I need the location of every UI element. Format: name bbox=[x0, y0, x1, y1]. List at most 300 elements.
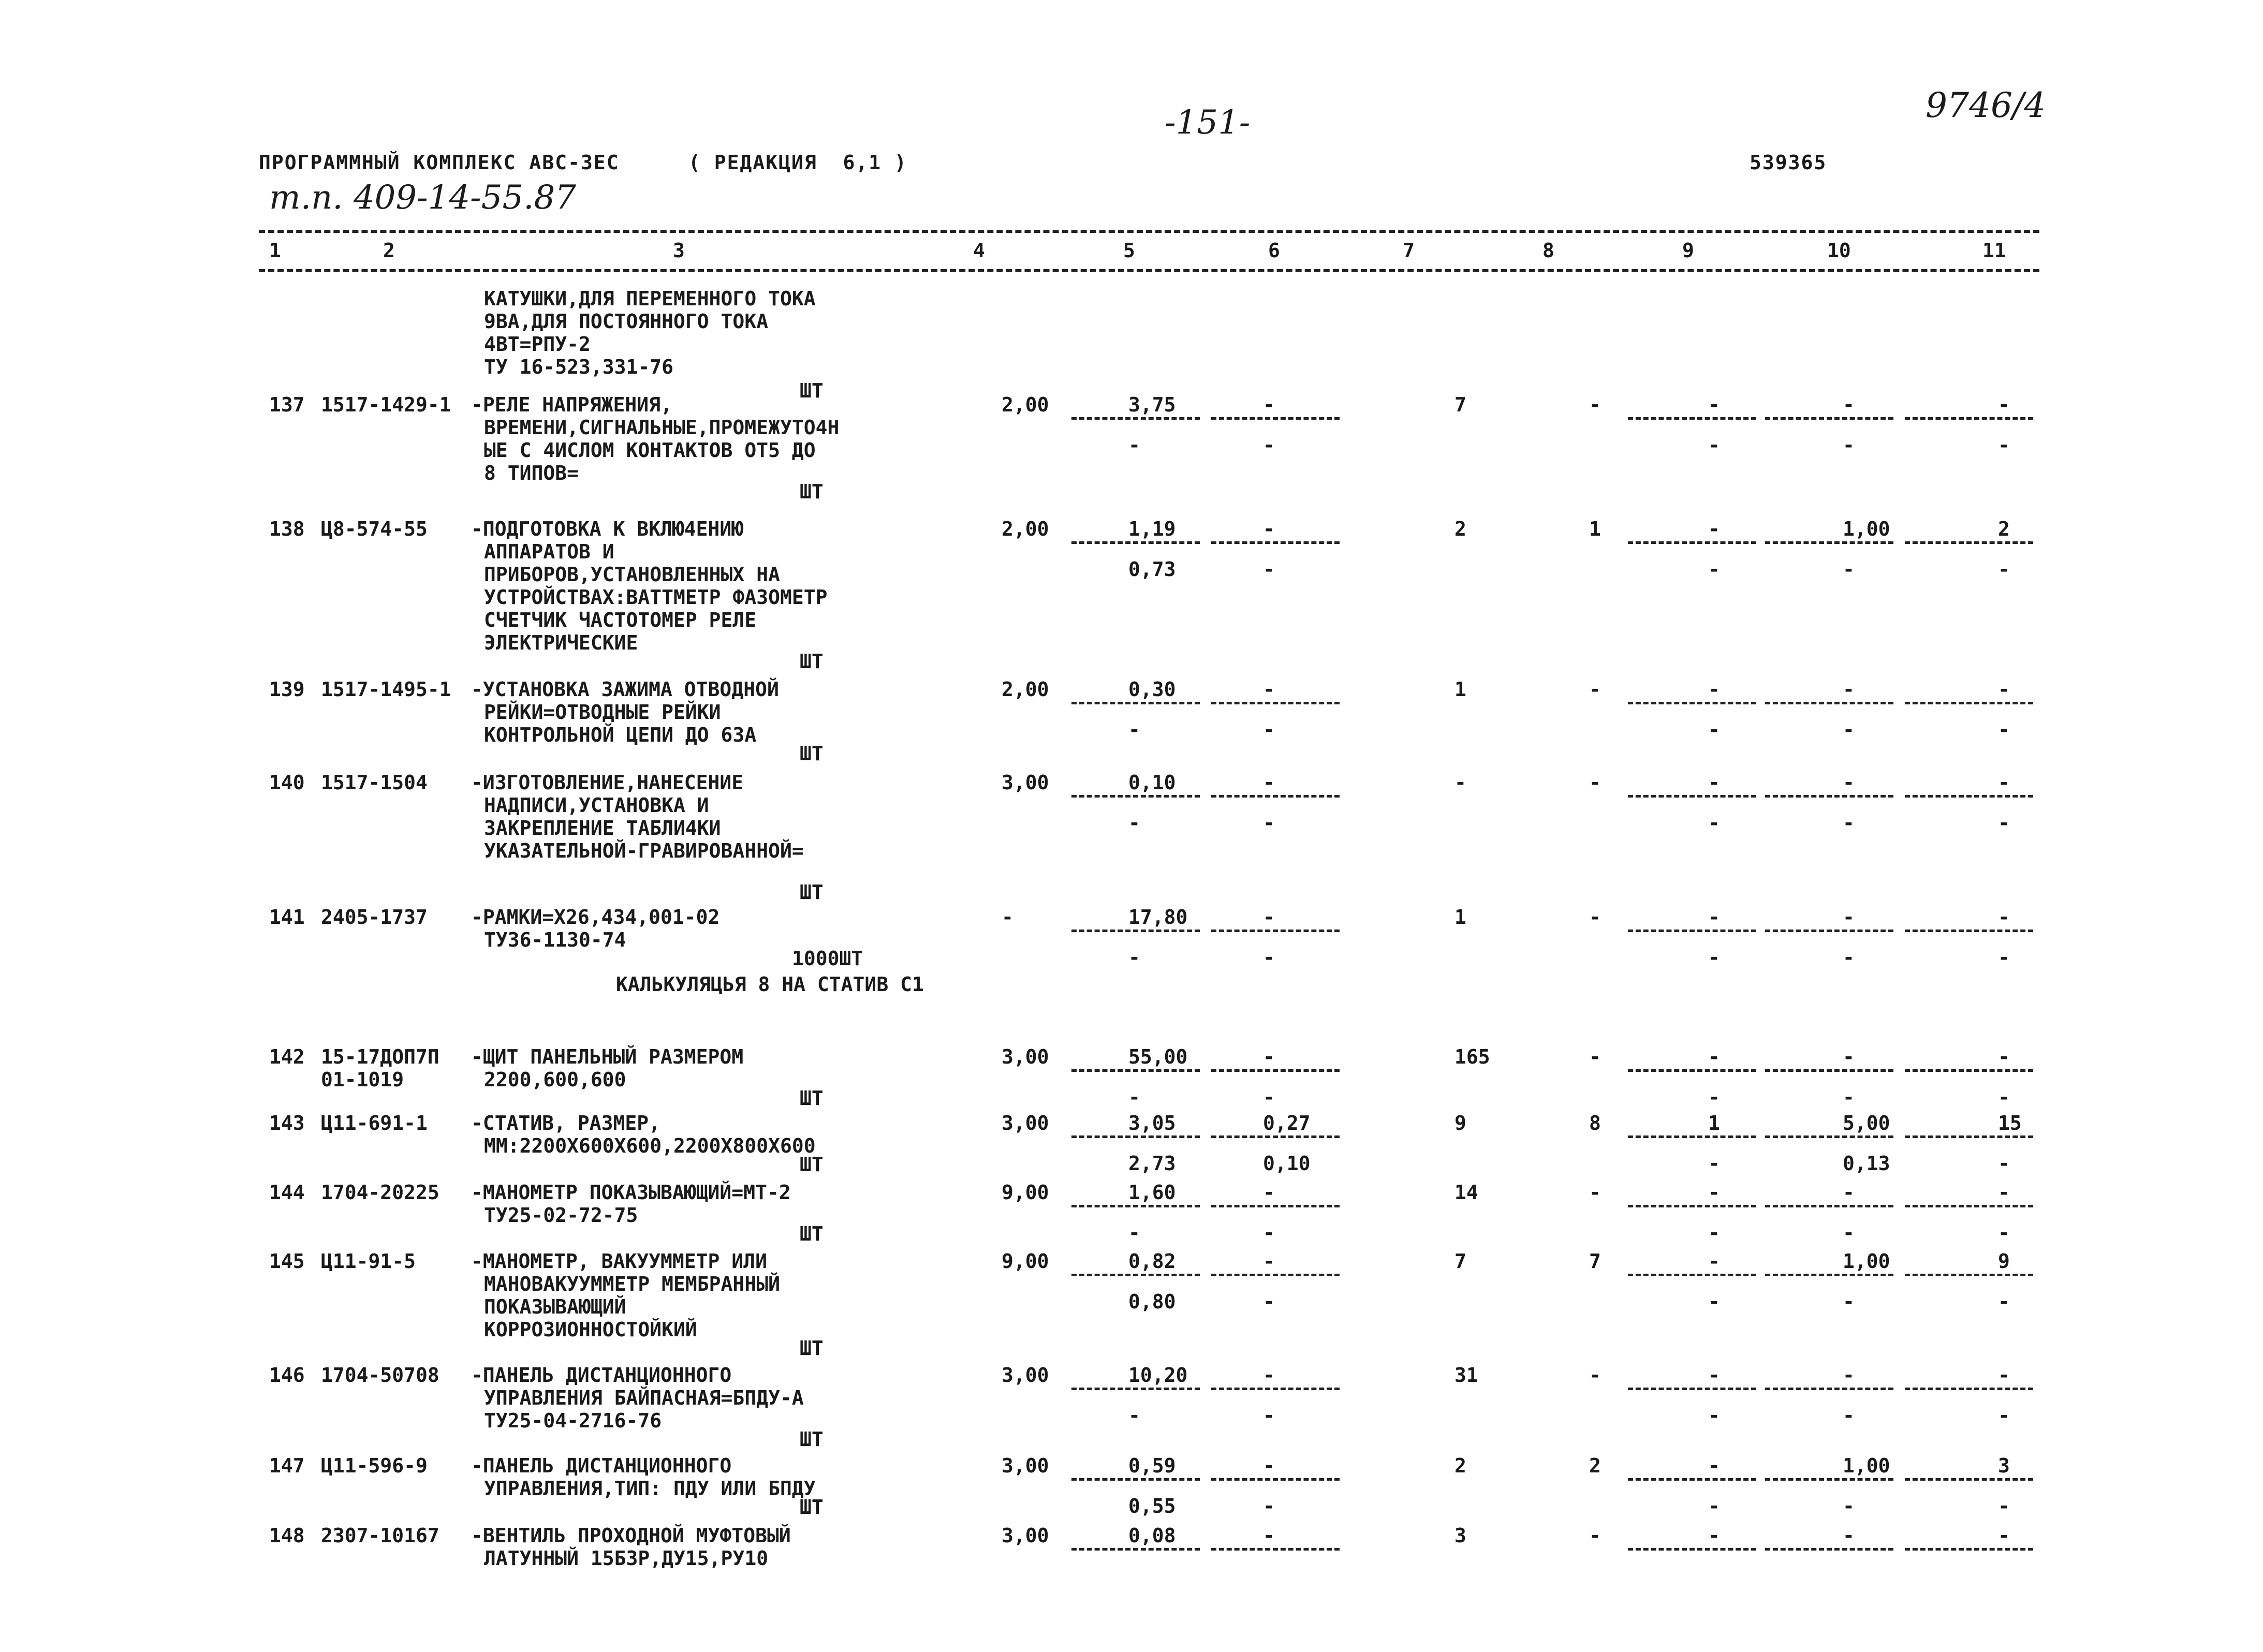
value-c6: - bbox=[1263, 1045, 1275, 1068]
value-c4: 2,00 bbox=[1002, 678, 1049, 701]
row-description-line: -ПОДГОТОВКА К ВКЛЮ4ЕНИЮ bbox=[471, 518, 744, 540]
cell-divider bbox=[1628, 541, 1756, 544]
value-c6: - bbox=[1263, 1524, 1275, 1547]
value-c11b: - bbox=[1998, 1221, 2010, 1244]
row-unit: ШТ bbox=[800, 1337, 824, 1360]
value-c5b: - bbox=[1128, 434, 1140, 456]
value-c10: - bbox=[1843, 393, 1855, 416]
value-c8: - bbox=[1589, 771, 1601, 794]
cell-divider bbox=[1628, 1548, 1756, 1551]
cell-divider bbox=[1211, 1069, 1340, 1072]
value-c10: 1,00 bbox=[1843, 518, 1890, 540]
cell-divider bbox=[1905, 1274, 2033, 1276]
row-description-line: -СТАТИВ, РАЗМЕР, bbox=[471, 1112, 661, 1134]
value-c8: 1 bbox=[1589, 518, 1601, 540]
value-c9b: - bbox=[1708, 1221, 1720, 1244]
value-c10b: - bbox=[1843, 1290, 1855, 1313]
row-description-line: 8 ТИПОВ= bbox=[484, 462, 579, 484]
column-header-7: 7 bbox=[1403, 239, 1415, 262]
cell-divider bbox=[1211, 702, 1340, 704]
value-c9b: - bbox=[1708, 946, 1720, 969]
value-c5: 1,19 bbox=[1128, 518, 1176, 540]
value-c10: 1,00 bbox=[1843, 1250, 1890, 1273]
row-description-line: -РАМКИ=Х26,434,001-02 bbox=[471, 906, 720, 928]
cell-divider bbox=[1765, 930, 1893, 932]
row-description-line: ММ:2200Х600Х600,2200Х800Х600 bbox=[484, 1134, 816, 1157]
row-description-line: СЧЕТЧИК ЧАСТОТОМЕР РЕЛЕ bbox=[484, 609, 757, 631]
row-description-line: ЗАКРЕПЛЕНИЕ ТАБЛИ4КИ bbox=[484, 817, 721, 839]
row-description-line: ТУ36-1130-74 bbox=[484, 928, 626, 951]
value-c6: - bbox=[1263, 771, 1275, 794]
row-description-line: УПРАВЛЕНИЯ,ТИП: ПДУ ИЛИ БПДУ bbox=[484, 1477, 816, 1500]
row-number: 141 bbox=[269, 906, 305, 928]
row-number: 143 bbox=[269, 1112, 305, 1134]
value-c9: - bbox=[1708, 906, 1720, 928]
value-c5b: - bbox=[1128, 946, 1140, 969]
value-c6: - bbox=[1263, 906, 1275, 928]
cell-divider bbox=[1628, 1274, 1756, 1276]
value-c9b: - bbox=[1708, 1086, 1720, 1109]
value-c10b: - bbox=[1843, 1404, 1855, 1427]
cell-divider bbox=[1905, 1069, 2033, 1072]
cell-divider bbox=[1905, 930, 2033, 932]
value-c9: - bbox=[1708, 1181, 1720, 1204]
row-code: Ц11-596-9 bbox=[321, 1454, 428, 1477]
value-c6: - bbox=[1263, 393, 1275, 416]
cell-divider bbox=[1071, 1135, 1200, 1138]
value-c6: - bbox=[1263, 1250, 1275, 1273]
value-c10b: 0,13 bbox=[1843, 1152, 1890, 1175]
value-c11b: - bbox=[1998, 1495, 2010, 1517]
row-description-line: УПРАВЛЕНИЯ БАЙПАСНАЯ=БПДУ-А bbox=[484, 1387, 804, 1409]
column-header-5: 5 bbox=[1123, 239, 1135, 262]
value-c4: 2,00 bbox=[1002, 393, 1049, 416]
row-number: 147 bbox=[269, 1454, 305, 1477]
cell-divider bbox=[1765, 1069, 1893, 1072]
value-c8: - bbox=[1589, 1364, 1601, 1387]
cell-divider bbox=[1071, 1205, 1200, 1207]
row-number: 145 bbox=[269, 1250, 305, 1273]
value-c5b: 0,73 bbox=[1128, 558, 1176, 581]
value-c5b: - bbox=[1128, 812, 1140, 834]
cell-divider bbox=[1071, 702, 1200, 704]
row-description-line: ЫЕ С 4ИСЛОМ КОНТАКТОВ ОТ5 ДО bbox=[484, 439, 816, 462]
value-c10: - bbox=[1843, 771, 1855, 794]
value-c9: - bbox=[1708, 1045, 1720, 1068]
value-c4: 2,00 bbox=[1002, 518, 1049, 540]
value-c7: - bbox=[1454, 771, 1466, 794]
row-number: 140 bbox=[269, 771, 305, 794]
row-number: 142 bbox=[269, 1045, 305, 1068]
row-description-line: -УСТАНОВКА ЗАЖИМА ОТВОДНОЙ bbox=[471, 678, 779, 701]
value-c6b: - bbox=[1263, 1404, 1275, 1427]
value-c8: 2 bbox=[1589, 1454, 1601, 1477]
intro-line: ТУ 16-523,331-76 bbox=[484, 356, 674, 378]
cell-divider bbox=[1628, 1388, 1756, 1390]
value-c10b: - bbox=[1843, 434, 1855, 456]
row-description-line: 2200,600,600 bbox=[484, 1068, 626, 1091]
row-number: 137 bbox=[269, 393, 305, 416]
program-title: ПРОГРАММНЫЙ КОМПЛЕКС АВС-ЗЕС bbox=[259, 151, 620, 174]
intro-line: КАТУШКИ,ДЛЯ ПЕРЕМЕННОГО ТОКА bbox=[484, 287, 816, 310]
value-c10: 5,00 bbox=[1843, 1112, 1890, 1134]
cell-divider bbox=[1628, 702, 1756, 704]
row-unit: ШТ bbox=[800, 1222, 824, 1245]
value-c9: - bbox=[1708, 1524, 1720, 1547]
value-c9b: - bbox=[1708, 1290, 1720, 1313]
row-unit: ШТ bbox=[800, 1428, 824, 1451]
column-header-9: 9 bbox=[1682, 239, 1694, 262]
value-c8: - bbox=[1589, 678, 1601, 701]
page-number: -151- bbox=[1165, 104, 1251, 142]
cell-divider bbox=[1765, 417, 1893, 420]
cell-divider bbox=[1211, 1274, 1340, 1276]
value-c10: - bbox=[1843, 1045, 1855, 1068]
cell-divider bbox=[1628, 930, 1756, 932]
value-c6: - bbox=[1263, 678, 1275, 701]
value-c6b: - bbox=[1263, 1221, 1275, 1244]
value-c10b: - bbox=[1843, 1086, 1855, 1109]
value-c7: 1 bbox=[1454, 906, 1466, 928]
value-c11: - bbox=[1998, 1045, 2010, 1068]
cell-divider bbox=[1211, 541, 1340, 544]
row-description-line: -ПАНЕЛЬ ДИСТАНЦИОННОГО bbox=[471, 1454, 732, 1477]
value-c4: 9,00 bbox=[1002, 1181, 1049, 1204]
row-description-line: АППАРАТОВ И bbox=[484, 540, 614, 563]
value-c5b: 0,80 bbox=[1128, 1290, 1176, 1313]
intro-unit: ШТ bbox=[800, 379, 824, 402]
edition: ( РЕДАКЦИЯ 6,1 ) bbox=[688, 151, 907, 174]
row-code: 1704-20225 bbox=[321, 1181, 439, 1204]
value-c6: - bbox=[1263, 1454, 1275, 1477]
cell-divider bbox=[1071, 930, 1200, 932]
intro-line: 4ВТ=РПУ-2 bbox=[484, 333, 591, 356]
cell-divider bbox=[1628, 795, 1756, 798]
value-c7: 2 bbox=[1454, 1454, 1466, 1477]
value-c5b: 0,55 bbox=[1128, 1495, 1176, 1517]
row-code: Ц11-691-1 bbox=[321, 1112, 428, 1134]
cell-divider bbox=[1905, 702, 2033, 704]
row-unit: 1000ШТ bbox=[792, 947, 863, 970]
value-c10b: - bbox=[1843, 1221, 1855, 1244]
value-c9b: - bbox=[1708, 558, 1720, 581]
column-header-6: 6 bbox=[1268, 239, 1280, 262]
row-code: 2307-10167 bbox=[321, 1524, 439, 1547]
cell-divider bbox=[1765, 702, 1893, 704]
cell-divider bbox=[1071, 1478, 1200, 1481]
cell-divider bbox=[1765, 1548, 1893, 1551]
value-c11: - bbox=[1998, 1364, 2010, 1387]
value-c4: - bbox=[1002, 906, 1013, 928]
value-c11b: - bbox=[1998, 1152, 2010, 1175]
row-description-line: -ВЕНТИЛЬ ПРОХОДНОЙ МУФТОВЫЙ bbox=[471, 1524, 791, 1547]
value-c6: - bbox=[1263, 518, 1275, 540]
value-c11: - bbox=[1998, 1181, 2010, 1204]
value-c11: - bbox=[1998, 1524, 2010, 1547]
value-c8: - bbox=[1589, 393, 1601, 416]
value-c9b: - bbox=[1708, 718, 1720, 741]
cell-divider bbox=[1071, 1274, 1200, 1276]
corner-code: 9746/4 bbox=[1926, 85, 2046, 125]
cell-divider bbox=[1211, 1135, 1340, 1138]
calculation-note: КАЛЬКУЛЯЦЬЯ 8 НА СТАТИВ С1 bbox=[616, 973, 924, 996]
value-c11b: - bbox=[1998, 1290, 2010, 1313]
value-c9: 1 bbox=[1708, 1112, 1720, 1134]
value-c6b: 0,10 bbox=[1263, 1152, 1311, 1175]
value-c7: 165 bbox=[1454, 1045, 1490, 1068]
value-c4: 3,00 bbox=[1002, 1045, 1049, 1068]
row-number: 148 bbox=[269, 1524, 305, 1547]
value-c8: 7 bbox=[1589, 1250, 1601, 1273]
value-c5: 3,75 bbox=[1128, 393, 1176, 416]
value-c10b: - bbox=[1843, 718, 1855, 741]
value-c9: - bbox=[1708, 1250, 1720, 1273]
value-c8: - bbox=[1589, 1045, 1601, 1068]
value-c11: - bbox=[1998, 906, 2010, 928]
value-c11: 2 bbox=[1998, 518, 2010, 540]
cell-divider bbox=[1905, 1548, 2033, 1551]
project-ref: т.п. 409-14-55.87 bbox=[269, 179, 576, 217]
value-c7: 9 bbox=[1454, 1112, 1466, 1134]
header-rule-top bbox=[259, 230, 2039, 233]
value-c11b: - bbox=[1998, 1086, 2010, 1109]
column-header-2: 2 bbox=[383, 239, 395, 262]
value-c11b: - bbox=[1998, 946, 2010, 969]
row-code-2: 01-1019 bbox=[321, 1068, 404, 1091]
cell-divider bbox=[1211, 795, 1340, 798]
value-c4: 3,00 bbox=[1002, 771, 1049, 794]
value-c11: - bbox=[1998, 678, 2010, 701]
value-c5: 0,59 bbox=[1128, 1454, 1176, 1477]
value-c9: - bbox=[1708, 771, 1720, 794]
value-c11b: - bbox=[1998, 718, 2010, 741]
row-number: 139 bbox=[269, 678, 305, 701]
value-c11: 3 bbox=[1998, 1454, 2010, 1477]
value-c6b: - bbox=[1263, 812, 1275, 834]
row-number: 144 bbox=[269, 1181, 305, 1204]
cell-divider bbox=[1905, 417, 2033, 420]
cell-divider bbox=[1765, 1135, 1893, 1138]
cell-divider bbox=[1071, 1069, 1200, 1072]
cell-divider bbox=[1211, 1205, 1340, 1207]
row-description-line: ЭЛЕКТРИЧЕСКИЕ bbox=[484, 631, 638, 654]
value-c6b: - bbox=[1263, 434, 1275, 456]
cell-divider bbox=[1765, 1205, 1893, 1207]
value-c6b: - bbox=[1263, 946, 1275, 969]
value-c8: - bbox=[1589, 1181, 1601, 1204]
row-description-line: -ПАНЕЛЬ ДИСТАНЦИОННОГО bbox=[471, 1364, 732, 1387]
value-c5b: - bbox=[1128, 1086, 1140, 1109]
doc-code: 539365 bbox=[1750, 151, 1827, 174]
cell-divider bbox=[1765, 541, 1893, 544]
value-c9b: - bbox=[1708, 812, 1720, 834]
row-code: 15-17ДОП7П bbox=[321, 1045, 439, 1068]
row-code: Ц8-574-55 bbox=[321, 518, 428, 540]
cell-divider bbox=[1628, 1478, 1756, 1481]
value-c10: - bbox=[1843, 1181, 1855, 1204]
intro-line: 9ВА,ДЛЯ ПОСТОЯННОГО ТОКА bbox=[484, 310, 769, 333]
row-description-line: УКАЗАТЕЛЬНОЙ-ГРАВИРОВАННОЙ= bbox=[484, 839, 804, 862]
cell-divider bbox=[1765, 795, 1893, 798]
value-c9: - bbox=[1708, 393, 1720, 416]
value-c4: 9,00 bbox=[1002, 1250, 1049, 1273]
value-c10b: - bbox=[1843, 812, 1855, 834]
cell-divider bbox=[1211, 417, 1340, 420]
value-c9: - bbox=[1708, 518, 1720, 540]
value-c6: - bbox=[1263, 1181, 1275, 1204]
value-c11: - bbox=[1998, 771, 2010, 794]
value-c6: 0,27 bbox=[1263, 1112, 1311, 1134]
header-rule-bottom bbox=[259, 269, 2039, 272]
value-c9: - bbox=[1708, 1454, 1720, 1477]
row-description-line: ТУ25-02-72-75 bbox=[484, 1204, 638, 1227]
value-c5: 55,00 bbox=[1128, 1045, 1188, 1068]
value-c6b: - bbox=[1263, 558, 1275, 581]
row-description-line: КОРРОЗИОННОСТОЙКИЙ bbox=[484, 1318, 697, 1341]
row-description-line: -МАНОМЕТР ПОКАЗЫВАЮЩИЙ=МТ-2 bbox=[471, 1181, 791, 1204]
row-code: Ц11-91-5 bbox=[321, 1250, 416, 1273]
value-c5b: - bbox=[1128, 718, 1140, 741]
cell-divider bbox=[1905, 541, 2033, 544]
cell-divider bbox=[1905, 1388, 2033, 1390]
row-code: 2405-1737 bbox=[321, 906, 428, 928]
cell-divider bbox=[1765, 1478, 1893, 1481]
value-c7: 2 bbox=[1454, 518, 1466, 540]
row-description-line: РЕЙКИ=ОТВОДНЫЕ РЕЙКИ bbox=[484, 701, 721, 724]
row-unit: ШТ bbox=[800, 1153, 824, 1176]
value-c5b: 2,73 bbox=[1128, 1152, 1176, 1175]
value-c10: - bbox=[1843, 1364, 1855, 1387]
value-c9b: - bbox=[1708, 1152, 1720, 1175]
row-description-line: ЛАТУННЫЙ 15Б3Р,ДУ15,РУ10 bbox=[484, 1547, 769, 1570]
value-c10b: - bbox=[1843, 946, 1855, 969]
cell-divider bbox=[1211, 1548, 1340, 1551]
value-c6: - bbox=[1263, 1364, 1275, 1387]
column-header-1: 1 bbox=[269, 239, 281, 262]
cell-divider bbox=[1071, 541, 1200, 544]
value-c5b: - bbox=[1128, 1404, 1140, 1427]
value-c8: 8 bbox=[1589, 1112, 1601, 1134]
value-c11b: - bbox=[1998, 434, 2010, 456]
cell-divider bbox=[1211, 1388, 1340, 1390]
cell-divider bbox=[1905, 1135, 2033, 1138]
row-description-line: -ИЗГОТОВЛЕНИЕ,НАНЕСЕНИЕ bbox=[471, 771, 744, 794]
row-code: 1517-1495-1 bbox=[321, 678, 451, 701]
row-number: 138 bbox=[269, 518, 305, 540]
cell-divider bbox=[1628, 417, 1756, 420]
value-c7: 31 bbox=[1454, 1364, 1478, 1387]
row-code: 1704-50708 bbox=[321, 1364, 439, 1387]
row-unit: ШТ bbox=[800, 881, 824, 904]
value-c7: 7 bbox=[1454, 393, 1466, 416]
value-c10: 1,00 bbox=[1843, 1454, 1890, 1477]
value-c10: - bbox=[1843, 678, 1855, 701]
value-c10b: - bbox=[1843, 1495, 1855, 1517]
column-header-4: 4 bbox=[973, 239, 985, 262]
value-c4: 3,00 bbox=[1002, 1364, 1049, 1387]
value-c5: 0,30 bbox=[1128, 678, 1176, 701]
value-c4: 3,00 bbox=[1002, 1524, 1049, 1547]
value-c6b: - bbox=[1263, 1495, 1275, 1517]
value-c5: 0,82 bbox=[1128, 1250, 1176, 1273]
column-header-8: 8 bbox=[1542, 239, 1554, 262]
value-c9: - bbox=[1708, 678, 1720, 701]
row-description-line: -РЕЛЕ НАПРЯЖЕНИЯ, bbox=[471, 393, 672, 416]
value-c11: 15 bbox=[1998, 1112, 2022, 1134]
value-c9b: - bbox=[1708, 434, 1720, 456]
row-unit: ШТ bbox=[800, 742, 824, 765]
value-c11: - bbox=[1998, 393, 2010, 416]
cell-divider bbox=[1905, 1478, 2033, 1481]
row-unit: ШТ bbox=[800, 1087, 824, 1110]
column-header-3: 3 bbox=[673, 239, 685, 262]
value-c7: 14 bbox=[1454, 1181, 1478, 1204]
row-description-line: НАДПИСИ,УСТАНОВКА И bbox=[484, 794, 709, 817]
column-header-10: 10 bbox=[1827, 239, 1851, 262]
row-unit: ШТ bbox=[800, 480, 824, 503]
value-c11b: - bbox=[1998, 558, 2010, 581]
value-c11b: - bbox=[1998, 812, 2010, 834]
value-c11b: - bbox=[1998, 1404, 2010, 1427]
cell-divider bbox=[1905, 795, 2033, 798]
cell-divider bbox=[1071, 1548, 1200, 1551]
value-c9: - bbox=[1708, 1364, 1720, 1387]
value-c6b: - bbox=[1263, 1290, 1275, 1313]
value-c7: 1 bbox=[1454, 678, 1466, 701]
column-header-11: 11 bbox=[1982, 239, 2006, 262]
row-number: 146 bbox=[269, 1364, 305, 1387]
value-c9b: - bbox=[1708, 1404, 1720, 1427]
row-unit: ШТ bbox=[800, 650, 824, 673]
cell-divider bbox=[1765, 1274, 1893, 1276]
cell-divider bbox=[1765, 1388, 1893, 1390]
cell-divider bbox=[1628, 1135, 1756, 1138]
row-code: 1517-1429-1 bbox=[321, 393, 451, 416]
row-description-line: ВРЕМЕНИ,СИГНАЛЬНЫЕ,ПРОМЕЖУТО4Н bbox=[484, 416, 840, 439]
value-c6b: - bbox=[1263, 1086, 1275, 1109]
row-description-line: ПРИБОРОВ,УСТАНОВЛЕННЫХ НА bbox=[484, 563, 780, 586]
row-code: 1517-1504 bbox=[321, 771, 428, 794]
cell-divider bbox=[1628, 1205, 1756, 1207]
value-c5: 3,05 bbox=[1128, 1112, 1176, 1134]
value-c5: 1,60 bbox=[1128, 1181, 1176, 1204]
cell-divider bbox=[1628, 1069, 1756, 1072]
cell-divider bbox=[1211, 930, 1340, 932]
value-c7: 3 bbox=[1454, 1524, 1466, 1547]
row-description-line: УСТРОЙСТВАХ:ВАТТМЕТР ФАЗОМЕТР bbox=[484, 586, 828, 609]
cell-divider bbox=[1071, 1388, 1200, 1390]
value-c4: 3,00 bbox=[1002, 1454, 1049, 1477]
row-description-line: -ЩИТ ПАНЕЛЬНЫЙ РАЗМЕРОМ bbox=[471, 1045, 744, 1068]
row-description-line: -МАНОМЕТР, ВАКУУММЕТР ИЛИ bbox=[471, 1250, 767, 1273]
value-c5: 17,80 bbox=[1128, 906, 1188, 928]
value-c11: 9 bbox=[1998, 1250, 2010, 1273]
value-c8: - bbox=[1589, 1524, 1601, 1547]
value-c6b: - bbox=[1263, 718, 1275, 741]
value-c8: - bbox=[1589, 906, 1601, 928]
row-unit: ШТ bbox=[800, 1496, 824, 1518]
value-c4: 3,00 bbox=[1002, 1112, 1049, 1134]
row-description-line: КОНТРОЛЬНОЙ ЦЕПИ ДО 63А bbox=[484, 724, 757, 746]
cell-divider bbox=[1905, 1205, 2033, 1207]
value-c7: 7 bbox=[1454, 1250, 1466, 1273]
cell-divider bbox=[1071, 795, 1200, 798]
value-c5: 10,20 bbox=[1128, 1364, 1188, 1387]
row-description-line: МАНОВАКУУММЕТР МЕМБРАННЫЙ bbox=[484, 1273, 780, 1295]
value-c10b: - bbox=[1843, 558, 1855, 581]
value-c10: - bbox=[1843, 1524, 1855, 1547]
row-description-line: ПОКАЗЫВАЮЩИЙ bbox=[484, 1295, 626, 1318]
